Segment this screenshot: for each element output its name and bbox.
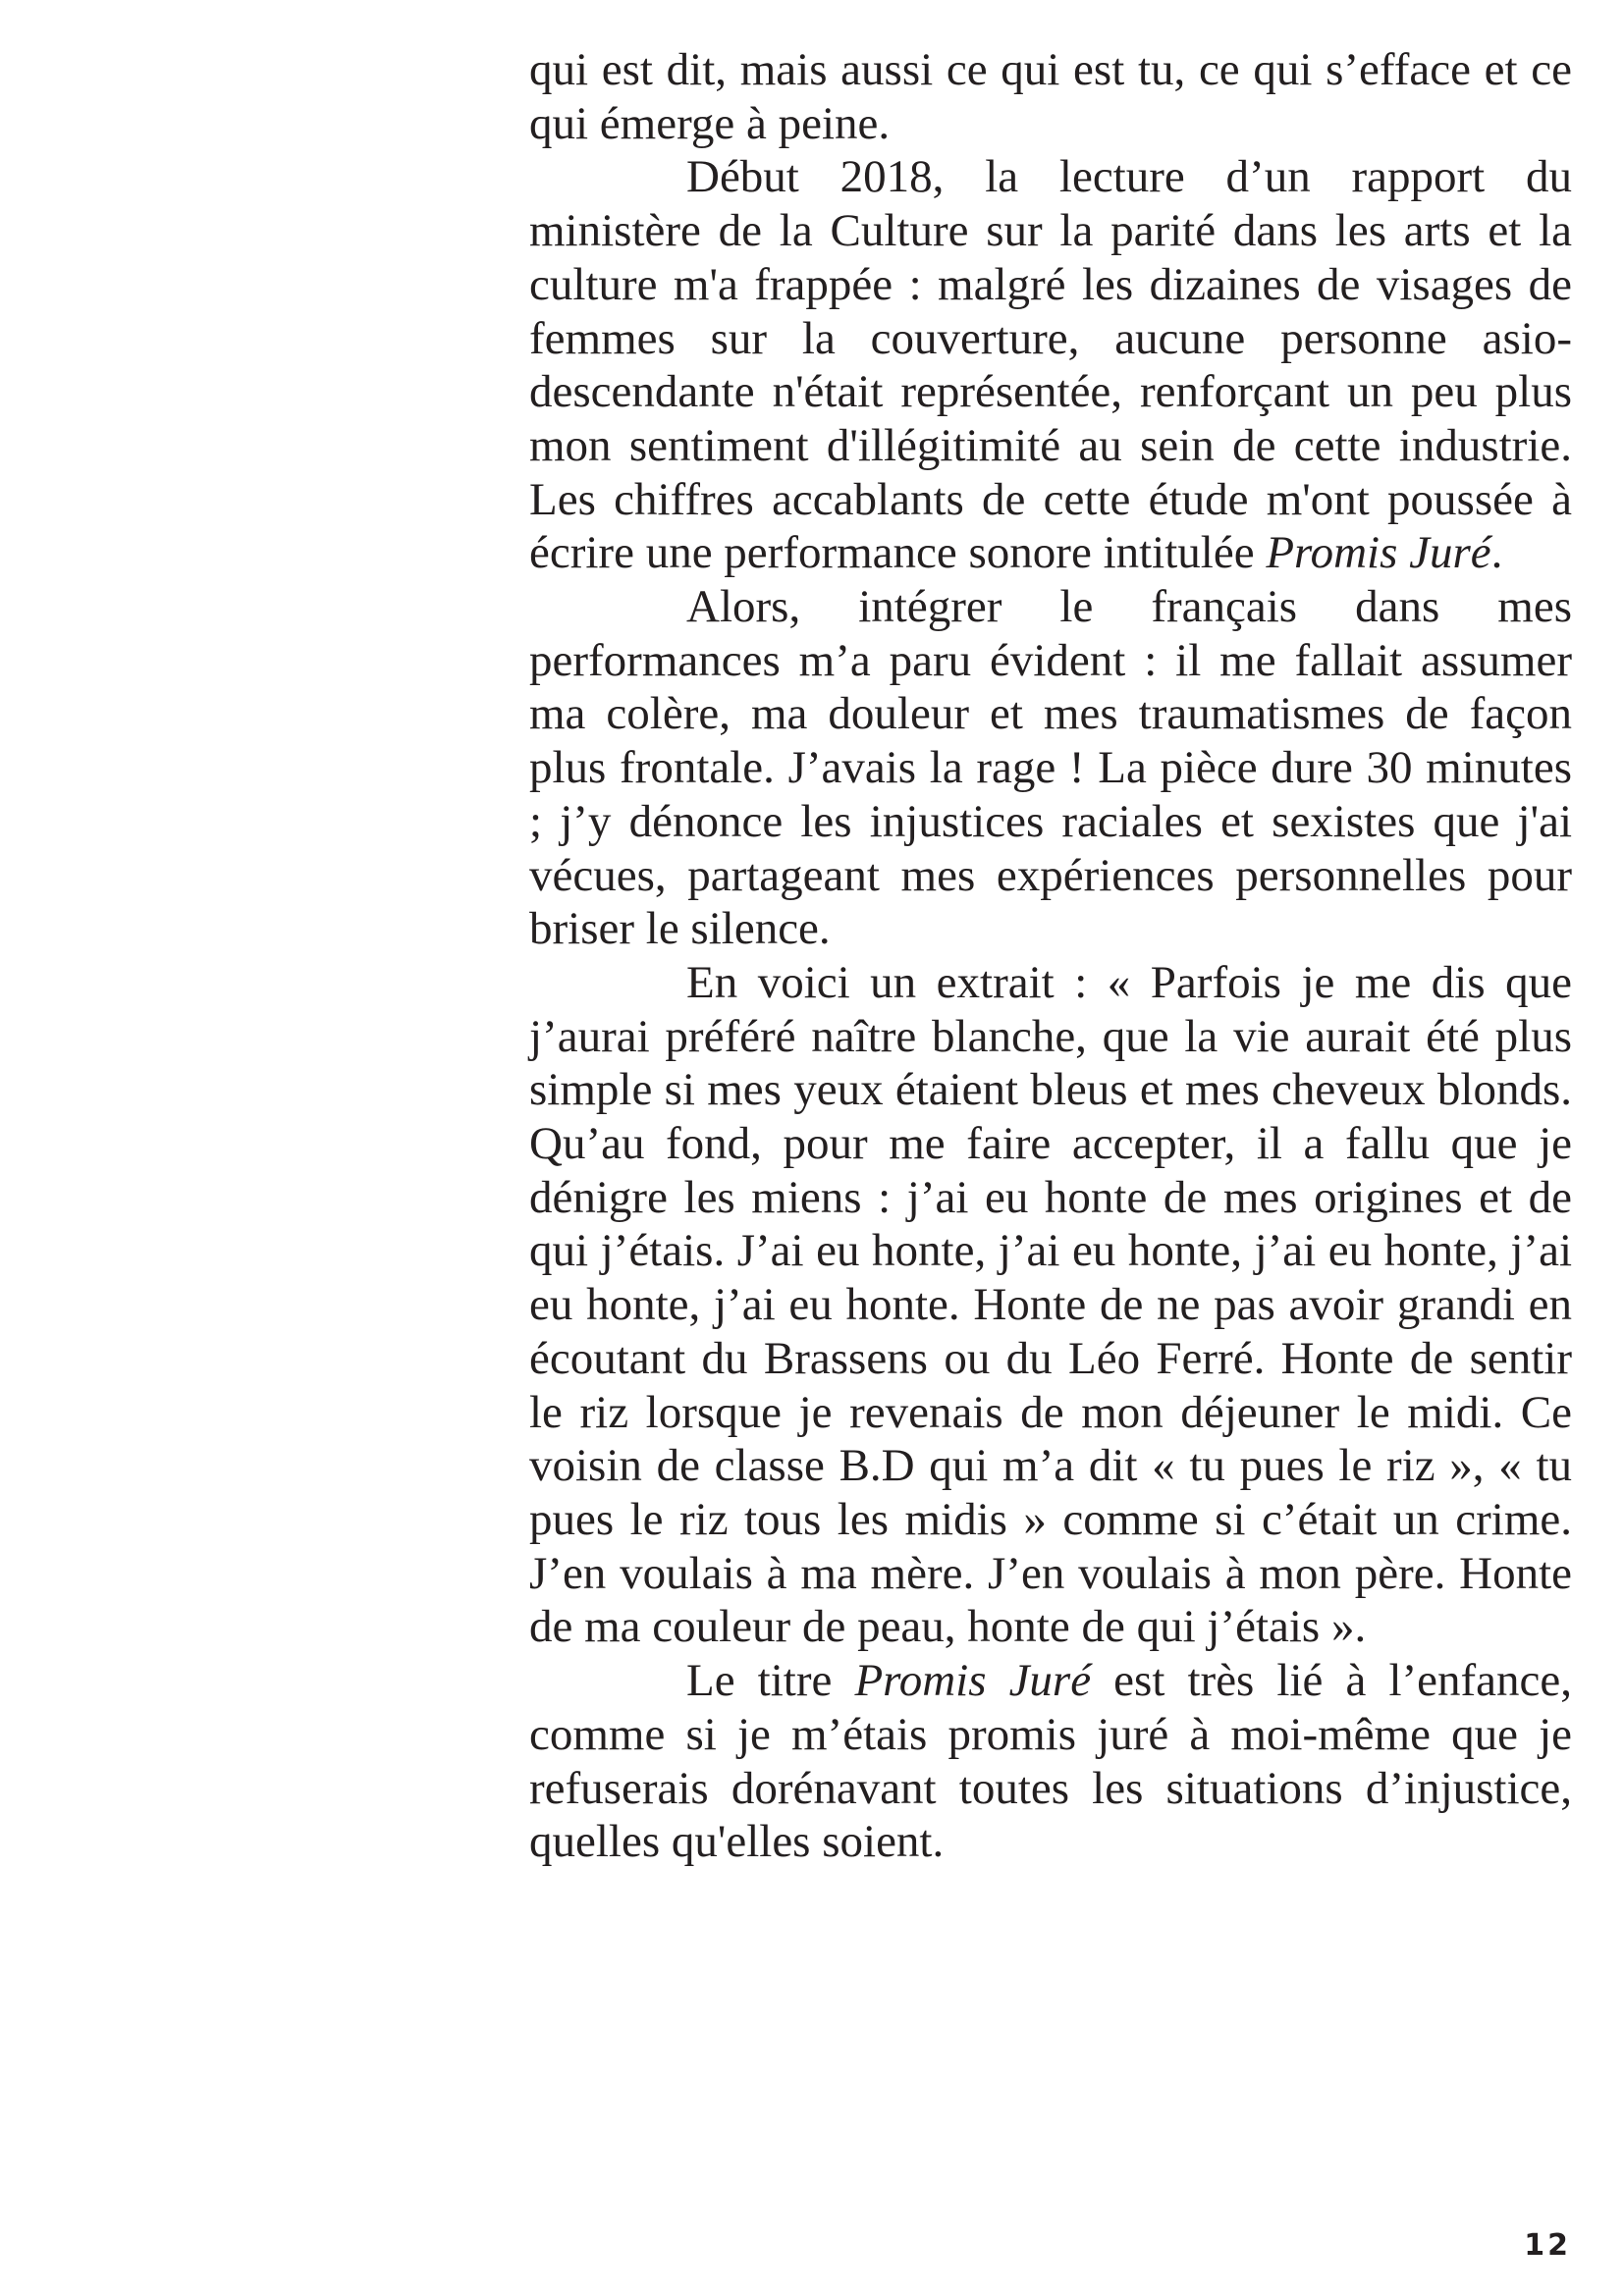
paragraph-text: Le titre: [686, 1655, 855, 1707]
paragraph-rapport-ministere: [529, 150, 1572, 580]
page-number: 12: [1524, 2228, 1571, 2263]
work-title: Promis Juré: [854, 1655, 1092, 1707]
paragraph-integrer-francais: [529, 580, 1572, 956]
paragraph-text: En voici un extrait : « Parfois je me dis que j’aurai préféré naître blanche, que la vie aurait été plus simple si mes yeux étaient bleus et mes cheveux blonds. Qu’au fond, pour me faire accepter, il a fallu que je dénigre les miens : j’ai eu honte de mes origines et de qui j’étais. J’ai eu honte, j’ai eu honte, j’ai eu honte, j’ai eu honte, j’ai eu honte. Honte de ne pas avoir grandi en écoutant du Brassens ou du Léo Ferré. Honte de sentir le riz lorsque je revenais de mon déjeuner le midi. Ce voisin de classe B.D qui m’a dit « tu pues le riz », « tu pues le riz tous les midis » comme si c’était un crime. J’en voulais à ma mère. J’en voulais à mon père. Honte de ma couleur de peau, honte de qui j’étais ».: [529, 956, 1572, 1653]
work-title: Promis Juré: [1266, 527, 1491, 579]
paragraph-text: .: [1490, 527, 1503, 579]
paragraph-text: Alors, intégrer le français dans mes performances m’a paru évident : il me fallait assumer ma colère, ma douleur et mes traumatismes de façon plus frontale. J’avais la rage ! La pièce dure 30 minutes ; j’y dénonce les injustices raciales et sexistes que j'ai vécues, partageant mes expériences personnelles pour briser le silence.: [529, 581, 1572, 955]
paragraph-text: est très lié à l’enfance, comme si je m’étais promis juré à moi-même que je refuserais dorénavant toutes les situations d’injustice, quelles qu'elles soient.: [529, 1655, 1572, 1868]
paragraph-text: qui est dit, mais aussi ce qui est tu, ce qui s’efface et ce qui émerge à peine.: [529, 44, 1572, 149]
body-text: [529, 43, 1572, 1869]
paragraph-text: Début 2018, la lecture d’un rapport du ministère de la Culture sur la parité dans les arts et la culture m'a frappée : malgré les dizaines de visages de femmes sur la couverture, aucune personne asio-descendante n'était représentée, renforçant un peu plus mon sentiment d'illégitimité au sein de cette industrie. Les chiffres accablants de cette étude m'ont poussée à écrire une performance sonore intitulée: [529, 151, 1572, 579]
paragraph-extrait: [529, 956, 1572, 1654]
paragraph-continuation: [529, 43, 1572, 150]
paragraph-titre: [529, 1654, 1572, 1869]
